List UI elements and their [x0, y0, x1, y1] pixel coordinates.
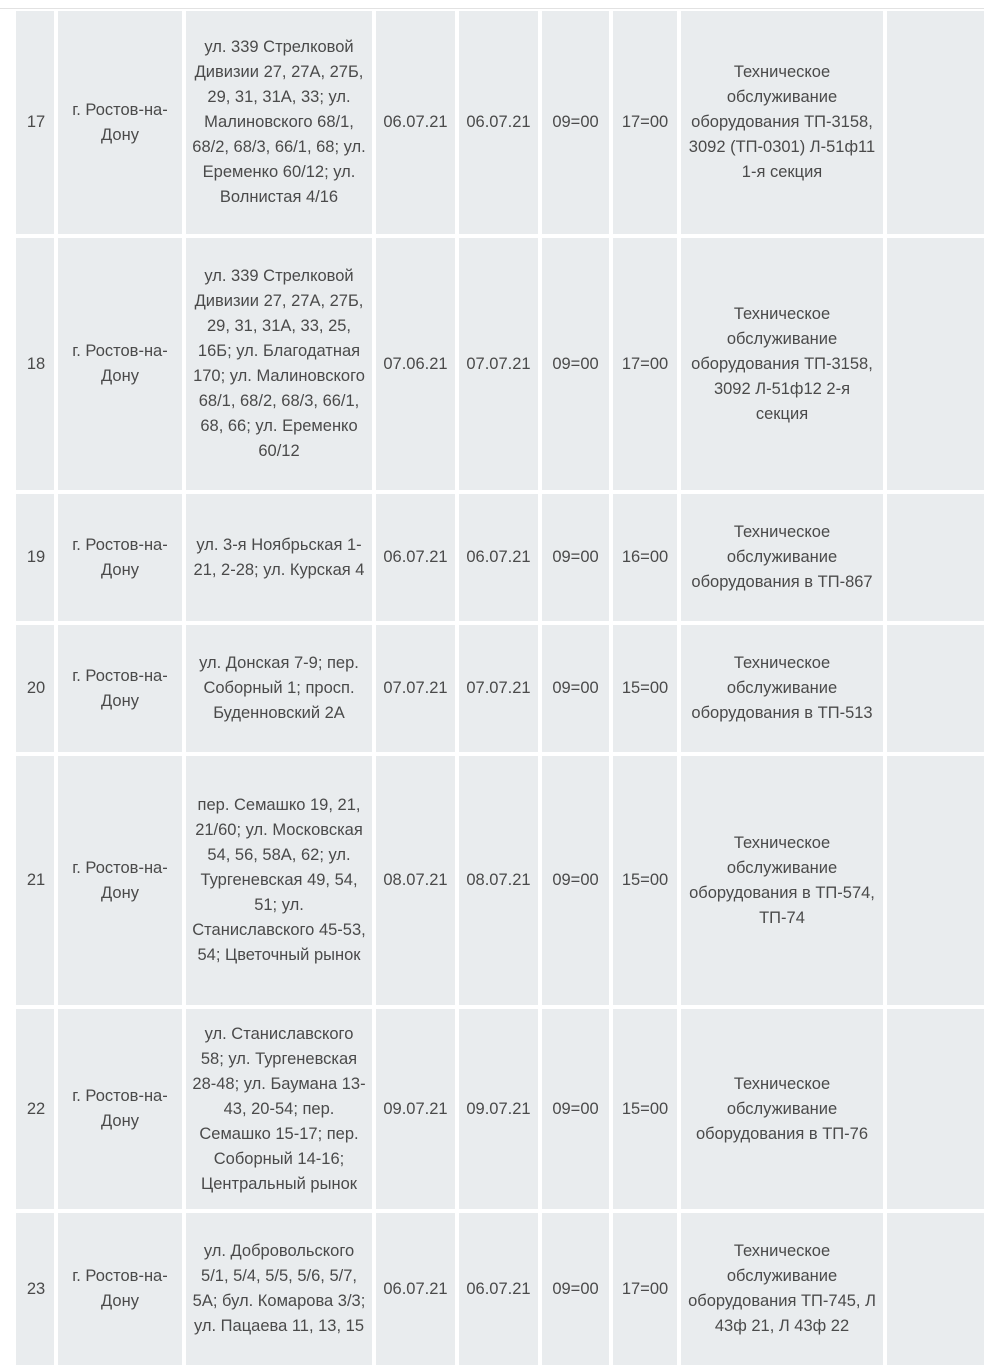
- table-row: [16, 625, 992, 752]
- date-from-cell: 09.07.21: [376, 1009, 455, 1209]
- date-from-cell: 07.06.21: [376, 238, 455, 490]
- time-from-cell: 09=00: [542, 494, 609, 621]
- table-row: [16, 1213, 992, 1365]
- note-cell: [887, 1213, 992, 1365]
- time-to-cell: 15=00: [613, 1009, 677, 1209]
- note-cell: [887, 238, 992, 490]
- date-to-cell: 08.07.21: [459, 756, 538, 1005]
- work-description-cell: Техническое обслуживание оборудования ТП-745, Л 43ф 21, Л 43ф 22: [681, 1213, 883, 1365]
- row-number: 18: [16, 238, 54, 490]
- outage-schedule-table: [12, 7, 996, 1369]
- address-cell: ул. 3-я Ноябрьская 1-21, 2-28; ул. Курская 4: [186, 494, 372, 621]
- address-cell: ул. 339 Стрелковой Дивизии 27, 27А, 27Б, 29, 31, 31А, 33; ул. Малиновского 68/1, 68/2, 68/3, 66/1, 68; ул. Еременко 60/12; ул. Волнистая 4/16: [186, 11, 372, 234]
- table-row: [16, 11, 992, 234]
- date-to-cell: 06.07.21: [459, 1213, 538, 1365]
- time-from-cell: 09=00: [542, 1213, 609, 1365]
- date-to-cell: 07.07.21: [459, 625, 538, 752]
- row-number: 21: [16, 756, 54, 1005]
- row-number: 20: [16, 625, 54, 752]
- address-cell: ул. Добровольского 5/1, 5/4, 5/5, 5/6, 5/7, 5А; бул. Комарова 3/3; ул. Пацаева 11, 13, 15: [186, 1213, 372, 1365]
- time-to-cell: 15=00: [613, 756, 677, 1005]
- work-description-cell: Техническое обслуживание оборудования в ТП-513: [681, 625, 883, 752]
- address-cell: пер. Семашко 19, 21, 21/60; ул. Московская 54, 56, 58А, 62; ул. Тургеневская 49, 54, 51; ул. Станиславского 45-53, 54; Цветочный рынок: [186, 756, 372, 1005]
- work-description-cell: Техническое обслуживание оборудования ТП-3158, 3092 Л-51ф12 2-я секция: [681, 238, 883, 490]
- address-cell: ул. Донская 7-9; пер. Соборный 1; просп. Буденновский 2А: [186, 625, 372, 752]
- address-cell: ул. Станиславского 58; ул. Тургеневская 28-48; ул. Баумана 13-43, 20-54; пер. Семашко 15-17; пер. Соборный 14-16; Центральный рынок: [186, 1009, 372, 1209]
- work-description-cell: Техническое обслуживание оборудования в ТП-76: [681, 1009, 883, 1209]
- time-to-cell: 17=00: [613, 1213, 677, 1365]
- date-to-cell: 07.07.21: [459, 238, 538, 490]
- table-row: [16, 494, 992, 621]
- time-to-cell: 16=00: [613, 494, 677, 621]
- note-cell: [887, 494, 992, 621]
- time-to-cell: 17=00: [613, 238, 677, 490]
- date-from-cell: 06.07.21: [376, 11, 455, 234]
- work-description-cell: Техническое обслуживание оборудования ТП-3158, 3092 (ТП-0301) Л-51ф11 1-я секция: [681, 11, 883, 234]
- table-row: [16, 238, 992, 490]
- city-cell: г. Ростов-на-Дону: [58, 238, 182, 490]
- note-cell: [887, 756, 992, 1005]
- time-from-cell: 09=00: [542, 1009, 609, 1209]
- time-from-cell: 09=00: [542, 625, 609, 752]
- date-to-cell: 09.07.21: [459, 1009, 538, 1209]
- city-cell: г. Ростов-на-Дону: [58, 1009, 182, 1209]
- date-to-cell: 06.07.21: [459, 494, 538, 621]
- date-from-cell: 07.07.21: [376, 625, 455, 752]
- note-cell: [887, 11, 992, 234]
- date-from-cell: 06.07.21: [376, 494, 455, 621]
- date-from-cell: 06.07.21: [376, 1213, 455, 1365]
- work-description-cell: Техническое обслуживание оборудования в ТП-867: [681, 494, 883, 621]
- time-to-cell: 15=00: [613, 625, 677, 752]
- right-margin: [984, 0, 1000, 1372]
- time-from-cell: 09=00: [542, 11, 609, 234]
- date-from-cell: 08.07.21: [376, 756, 455, 1005]
- table-row: [16, 1009, 992, 1209]
- time-to-cell: 17=00: [613, 11, 677, 234]
- address-cell: ул. 339 Стрелковой Дивизии 27, 27А, 27Б, 29, 31, 31А, 33, 25, 16Б; ул. Благодатная 170; ул. Малиновского 68/1, 68/2, 68/3, 66/1, 68, 66; ул. Еременко 60/12: [186, 238, 372, 490]
- city-cell: г. Ростов-на-Дону: [58, 11, 182, 234]
- city-cell: г. Ростов-на-Дону: [58, 1213, 182, 1365]
- note-cell: [887, 1009, 992, 1209]
- row-number: 17: [16, 11, 54, 234]
- row-number: 22: [16, 1009, 54, 1209]
- city-cell: г. Ростов-на-Дону: [58, 494, 182, 621]
- row-number: 19: [16, 494, 54, 621]
- time-from-cell: 09=00: [542, 756, 609, 1005]
- table-row: [16, 756, 992, 1005]
- date-to-cell: 06.07.21: [459, 11, 538, 234]
- city-cell: г. Ростов-на-Дону: [58, 625, 182, 752]
- row-number: 23: [16, 1213, 54, 1365]
- note-cell: [887, 625, 992, 752]
- city-cell: г. Ростов-на-Дону: [58, 756, 182, 1005]
- time-from-cell: 09=00: [542, 238, 609, 490]
- work-description-cell: Техническое обслуживание оборудования в ТП-574, ТП-74: [681, 756, 883, 1005]
